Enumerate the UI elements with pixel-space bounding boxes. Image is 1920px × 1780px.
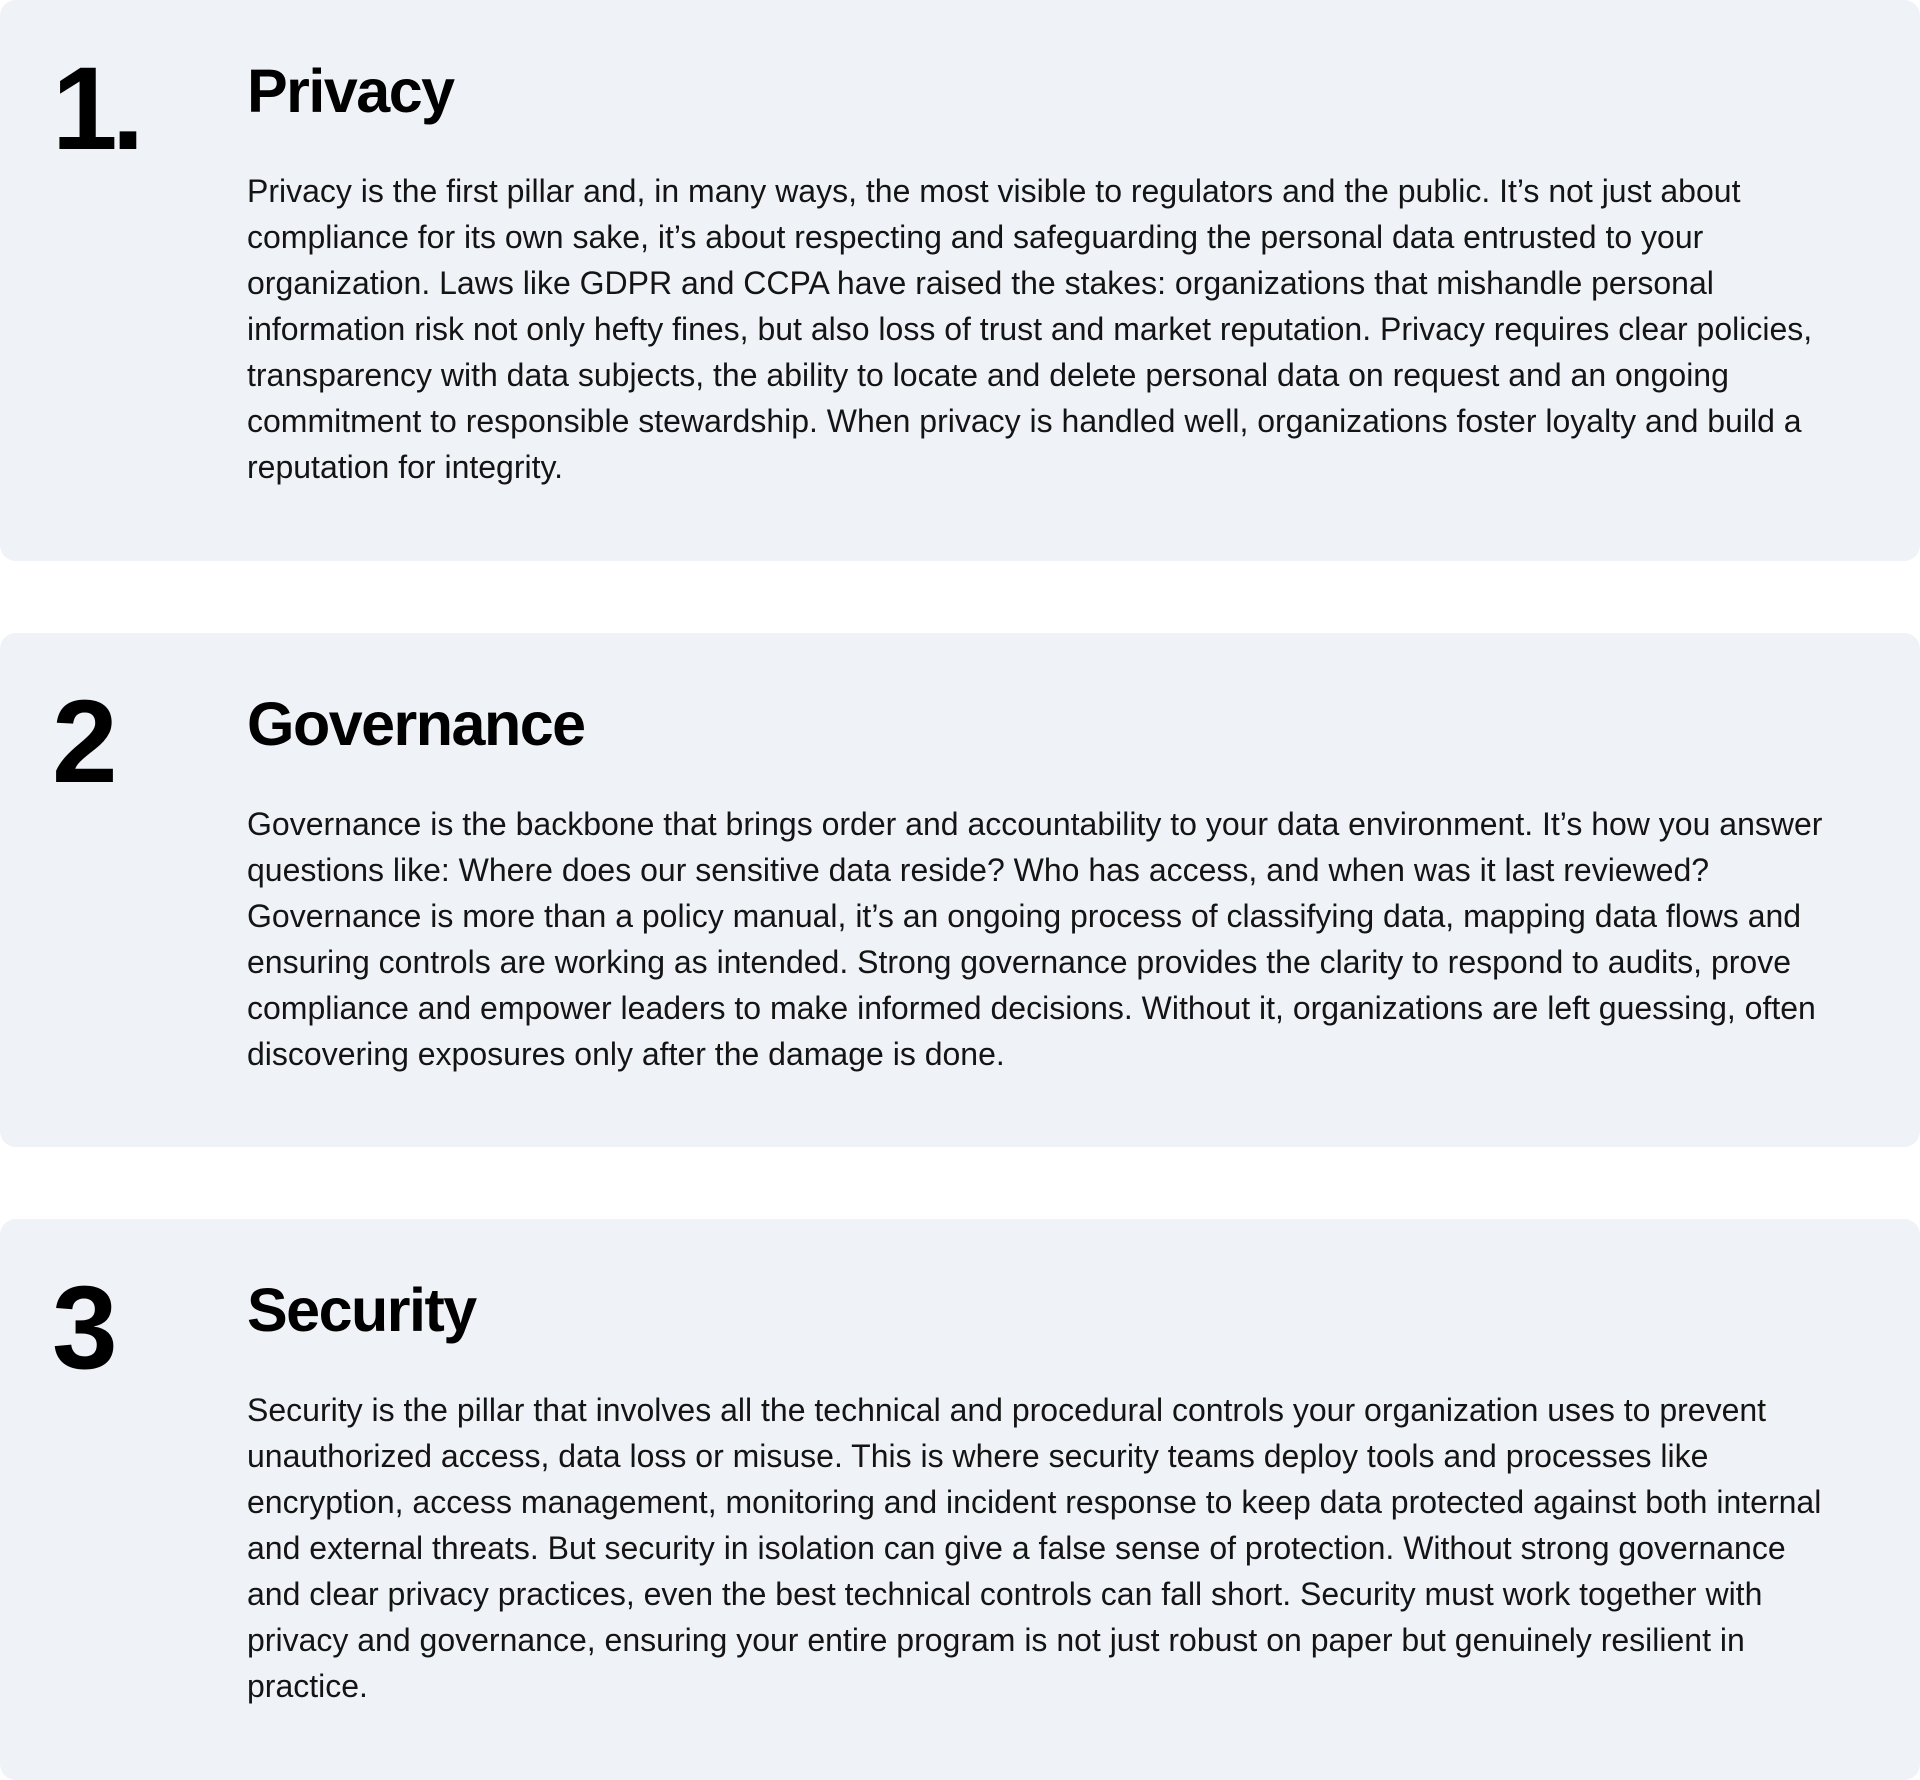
pillar-card-governance (0, 633, 1920, 1147)
pillar-card-privacy (0, 0, 1920, 561)
pillar-card-security (0, 1219, 1920, 1780)
pillar-description: Governance is the backbone that brings order and accountability to your data environment. It’s how you answer questions like: Where does our sensitive data reside? Who has access, and when was it last reviewed? Governance is more than a policy manual, it’s an ongoing process of classifying data, mapping data flows and ensuring controls are working as intended. Strong governance provides the clarity to respond to audits, prove compliance and empower leaders to make informed decisions. Without it, organizations are left guessing, often discovering exposures only after the damage is done. (247, 806, 1823, 1072)
pillar-title: Governance (247, 690, 585, 758)
pillar-title: Security (247, 1276, 476, 1344)
pillar-title: Privacy (247, 57, 454, 125)
pillar-number: 2 (52, 676, 112, 808)
pillar-number: 1. (52, 43, 139, 175)
pillar-description: Security is the pillar that involves all the technical and procedural controls your organization uses to prevent unauthorized access, data loss or misuse. This is where security teams deploy tools and processes like encryption, access management, monitoring and incident response to keep data protected against both internal and external threats. But security in isolation can give a false sense of protection. Without strong governance and clear privacy practices, even the best technical controls can fall short. Security must work together with privacy and governance, ensuring your entire program is not just robust on paper but genuinely resilient in practice. (247, 1392, 1822, 1704)
pillar-description: Privacy is the first pillar and, in many ways, the most visible to regulators and the public. It’s not just about compliance for its own sake, it’s about respecting and safeguarding the personal data entrusted to your organization. Laws like GDPR and CCPA have raised the stakes: organizations that mishandle personal information risk not only hefty fines, but also loss of trust and market reputation. Privacy requires clear policies, transparency with data subjects, the ability to locate and delete personal data on request and an ongoing commitment to responsible stewardship. When privacy is handled well, organizations foster loyalty and build a reputation for integrity. (247, 173, 1813, 485)
pillar-number: 3 (52, 1262, 112, 1394)
